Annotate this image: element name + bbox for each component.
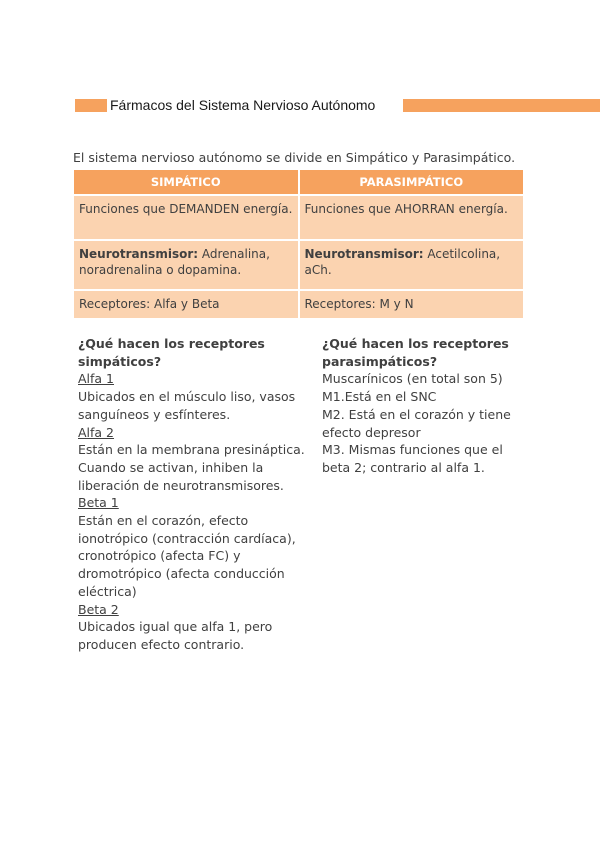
document-title: Fármacos del Sistema Nervioso Autónomo: [110, 97, 376, 113]
receptor-name: Alfa 2: [78, 424, 115, 440]
neurotransmisor-value: Adrenalina, noradrenalina o dopamina.: [79, 247, 270, 277]
table-row: [74, 291, 523, 318]
neurotransmisor-label: Neurotransmisor:: [79, 247, 199, 261]
cell-parasimpatico-receptores: Receptores: M y N: [300, 291, 524, 318]
receptor-name: Alfa 1: [78, 371, 115, 387]
section-heading: ¿Qué hacen los receptores simpáticos?: [78, 336, 265, 369]
receptor-line: M1.Está en el SNC: [322, 389, 437, 405]
receptor-line: M2. Está en el corazón y tiene efecto depresor: [322, 406, 511, 440]
receptor-name: Beta 2: [78, 601, 119, 617]
receptor-description: Están en la membrana presináptica. Cuando se activan, inhiben la liberación de neurotransmisores.: [78, 442, 305, 493]
receptor-line: M3. Mismas funciones que el beta 2; contrario al alfa 1.: [322, 442, 503, 475]
table-row: [74, 196, 523, 239]
receptor-description: Ubicados en el músculo liso, vasos sanguíneos y esfínteres.: [78, 389, 296, 422]
intro-paragraph: El sistema nervioso autónomo se divide en Simpático y Parasimpático.: [73, 150, 516, 165]
receptor-name: Beta 1: [78, 495, 119, 511]
title-accent-bar-right: [403, 99, 600, 112]
table-row: [74, 241, 523, 289]
cell-simpatico-receptores: Receptores: Alfa y Beta: [74, 291, 298, 318]
parasimpatico-receptors-section: [322, 335, 532, 477]
receptor-description: Están en el corazón, efecto ionotrópico (contracción cardíaca), cronotrópico (afecta FC) y dromotrópico (afecta conducción eléctrica): [78, 513, 296, 599]
receptor-line: Muscarínicos (en total son 5): [322, 371, 503, 387]
section-heading: ¿Qué hacen los receptores parasimpáticos?: [322, 336, 509, 369]
header-parasimpatico: PARASIMPÁTICO: [300, 170, 524, 194]
cell-parasimpatico-neurotransmisor: [300, 241, 524, 289]
header-simpatico: SIMPÁTICO: [74, 170, 298, 194]
simpatico-receptors-section: [78, 335, 314, 654]
receptor-description: Ubicados igual que alfa 1, pero producen efecto contrario.: [78, 619, 273, 652]
cell-simpatico-funciones: Funciones que DEMANDEN energía.: [74, 196, 298, 239]
cell-simpatico-neurotransmisor: [74, 241, 298, 289]
cell-parasimpatico-funciones: Funciones que AHORRAN energía.: [300, 196, 524, 239]
title-accent-bar-left: [75, 99, 107, 112]
table-header-row: [74, 170, 523, 194]
title-row: [0, 97, 600, 115]
neurotransmisor-label: Neurotransmisor:: [304, 247, 424, 261]
comparison-table: [72, 168, 525, 320]
neurotransmisor-value: Acetilcolina, aCh.: [304, 247, 501, 277]
